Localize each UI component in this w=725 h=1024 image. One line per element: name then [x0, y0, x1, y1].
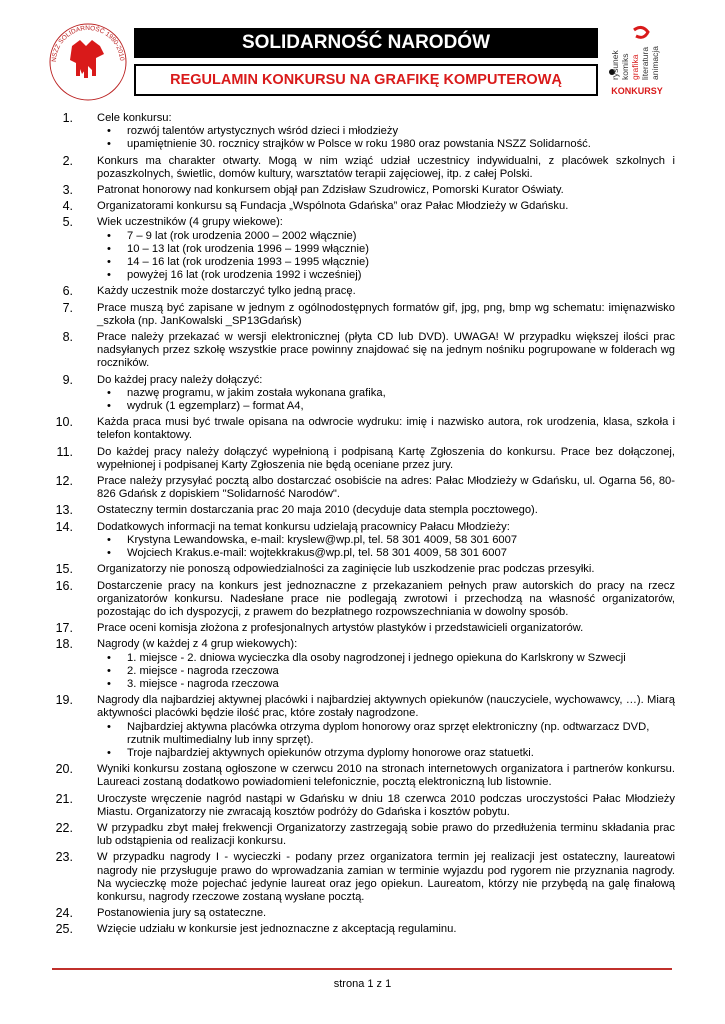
- list-item: [55, 155, 675, 181]
- logo-line-4: literatura: [640, 46, 650, 80]
- item-text: Każda praca musi być trwale opisana na odwrocie wydruku: imię i nazwisko autora, rok urodzenia, klasa, szkoła i telefon kontaktowy.: [97, 416, 675, 442]
- logo-line-1: rysunek: [610, 50, 620, 80]
- list-item: [55, 200, 675, 213]
- item-number: 24.: [55, 906, 73, 921]
- item-text: Organizatorzy nie ponoszą odpowiedzialności za zaginięcie lub uszkodzenie prac podczas przesyłki.: [97, 563, 595, 576]
- bullet-item: • rozwój talentów artystycznych wśród dzieci i młodzieży: [97, 125, 675, 138]
- list-item: [55, 822, 675, 848]
- list-item: [55, 331, 675, 371]
- item-number: 15.: [55, 562, 73, 577]
- list-item: [55, 504, 675, 517]
- list-item: [55, 907, 675, 920]
- bullet-item: • Krystyna Lewandowska, e-mail: kryslew@wp.pl, tel. 58 301 4009, 58 301 6007: [97, 534, 675, 547]
- item-number: 13.: [55, 503, 73, 518]
- item-text: W przypadku zbyt małej frekwencji Organizatorzy zastrzegają sobie prawo do przedłużenia terminu składania prac lub odstąpienia od realizacji konkursu.: [97, 821, 675, 848]
- footer-divider: [52, 968, 672, 970]
- item-text: Dodatkowych informacji na temat konkursu udzielają pracownicy Pałacu Młodzieży:: [97, 520, 510, 533]
- konkursy-logo: [604, 18, 670, 100]
- item-number: 9.: [62, 372, 73, 387]
- bullet-item: • 3. miejsce - nagroda rzeczowa: [97, 678, 675, 691]
- item-text: Dostarczenie pracy na konkurs jest jednoznaczne z przekazaniem pełnych praw autorskich do pracy na rzecz organizatorów konkursu. Nadesłane prace nie podlegają zwrotowi i przechodzą na własność organizatorów, pozostając do ich dyspozycji, z prawem do bezpłatnego rozpowszechniania w dowolny sposób.: [97, 579, 675, 618]
- page-number: strona 1 z 1: [333, 978, 392, 990]
- logo-label: KONKURSY: [611, 86, 663, 96]
- item-text: Postanowienia jury są ostateczne.: [97, 907, 267, 920]
- item-number: 12.: [55, 474, 73, 489]
- item-number: 6.: [62, 284, 73, 299]
- bullet-item: • nazwę programu, w jakim została wykonana grafika,: [97, 387, 675, 400]
- list-item: [55, 638, 675, 691]
- regulation-list: [55, 112, 675, 940]
- item-text: Organizatorami konkursu są Fundacja „Wspólnota Gdańska” oraz Pałac Młodzieży w Gdańsku.: [97, 200, 569, 213]
- list-item: [55, 923, 675, 936]
- item-text: Prace oceni komisja złożona z profesjonalnych artystów plastyków i przedstawicieli organizatorów.: [97, 622, 584, 635]
- logo-line-3: grafika: [630, 54, 640, 80]
- item-number: 18.: [55, 637, 73, 652]
- list-item: [55, 302, 675, 328]
- bullet-item: • 2. miejsce - nagroda rzeczowa: [97, 665, 675, 678]
- list-item: [55, 521, 675, 561]
- item-text: Patronat honorowy nad konkursem objął pan Zdzisław Szudrowicz, Pomorski Kurator Oświaty.: [97, 184, 564, 197]
- list-item: [55, 285, 675, 298]
- item-text: Do każdej pracy należy dołączyć:: [97, 373, 263, 386]
- item-number: 4.: [62, 199, 73, 214]
- item-number: 11.: [56, 444, 73, 459]
- logo-line-2: komiks: [620, 53, 630, 80]
- item-text: Konkurs ma charakter otwarty. Mogą w nim wziąć udział uczestnicy indywidualni, z placówek szkolnych i pozaszkolnych, świetlic, domów kultury, warsztatów terapii zajęciowej, itp. z całej Polski.: [97, 154, 675, 180]
- list-item: [55, 184, 675, 197]
- item-text: Prace muszą być zapisane w jednym z ogólnodostępnych formatów gif, jpg, png, bmp wg schematu: imięnazwisko _szkoła (np. JanKowalski _SP13Gdańsk): [97, 301, 675, 327]
- item-number: 14.: [55, 519, 73, 534]
- page-subtitle: REGULAMIN KONKURSU NA GRAFIKĘ KOMPUTEROWĄ: [134, 64, 598, 96]
- item-number: 25.: [55, 922, 73, 937]
- item-text: Nagrody dla najbardziej aktywnej placówki i najbardziej aktywnych opiekunów (nauczyciele, wychowawcy, …). Miarą aktywności placówki będzie ilość prac, które zostały nagrodzone.: [97, 694, 675, 720]
- item-number: 17.: [55, 621, 73, 636]
- svg-text:NSZZ SOLIDARNOŚĆ 1980-2010: NSZZ SOLIDARNOŚĆ 1980-2010: [50, 24, 126, 63]
- list-item: [55, 416, 675, 442]
- item-text: Cele konkursu:: [97, 112, 172, 124]
- list-item: [55, 446, 675, 472]
- item-text: Nagrody (w każdej z 4 grup wiekowych):: [97, 638, 298, 651]
- bullet-item: • 7 – 9 lat (rok urodzenia 2000 – 2002 włącznie): [97, 230, 675, 243]
- bullet-item: • wydruk (1 egzemplarz) – format A4,: [97, 400, 675, 413]
- item-text: Wyniki konkursu zostaną ogłoszone w czerwcu 2010 na stronach internetowych organizatora i partnerów konkursu. Laureaci zostaną dodatkowo powiadomieni telefonicznie, pocztą elektroniczną lub listownie.: [97, 763, 675, 789]
- item-number: 21.: [55, 791, 73, 806]
- bullet-item: • 14 – 16 lat (rok urodzenia 1993 – 1995 włącznie): [97, 256, 675, 269]
- item-text: Każdy uczestnik może dostarczyć tylko jedną pracę.: [97, 285, 356, 298]
- list-item: [55, 374, 675, 414]
- item-number: 10.: [55, 415, 73, 430]
- item-text: W przypadku nagrody I - wycieczki - podany przez organizatora termin jej realizacji jest ostateczny, laureatowi nagrody nie przysługuje prawo do wprowadzania zamian w terminie wyjazdu pod rygorem nie przyznania nagrody. Na wycieczkę może pojechać jedynie laureat oraz jego opiekun. Laureatom, którzy nie przybędą na galę finałową konkursu, nagrody rzeczowe zostaną wysłane pocztą.: [97, 851, 675, 903]
- page-title: SOLIDARNOŚĆ NARODÓW: [134, 28, 598, 58]
- item-text: Wiek uczestników (4 grupy wiekowe):: [97, 216, 283, 229]
- bullet-item: • 1. miejsce - 2. dniowa wycieczka dla osoby nagrodzonej i jednego opiekuna do Karlskrony w Szwecji: [97, 652, 675, 665]
- bullet-item: • Najbardziej aktywna placówka otrzyma dyplom honorowy oraz sprzęt elektroniczny (np. odtwarzacz DVD, rzutnik multimedialny lub inny sprzęt).: [97, 721, 675, 747]
- item-number: 19.: [55, 693, 73, 708]
- item-number: 1.: [62, 111, 73, 125]
- item-number: 23.: [55, 850, 73, 865]
- logo-line-5: animacja: [650, 45, 660, 80]
- list-item: [55, 763, 675, 789]
- item-number: 8.: [62, 330, 73, 345]
- item-number: 7.: [62, 300, 73, 315]
- item-number: 20.: [55, 762, 73, 777]
- item-number: 2.: [62, 153, 73, 168]
- item-text: Prace należy przysyłać pocztą albo dostarczać osobiście na adres: Pałac Młodzieży w Gdańsku, ul. Ogarna 56, 80-826 Gdańsk z dopiskiem "Solidarność Narodów".: [97, 475, 675, 501]
- item-text: Do każdej pracy należy dołączyć wypełnioną i podpisaną Kartę Zgłoszenia do konkursu. Prace bez dołączonej, wypełnionej i podpisanej Karty Zgłoszenia nie będą oceniane przez jury.: [97, 445, 675, 471]
- bullet-item: • 10 – 13 lat (rok urodzenia 1996 – 1999 włącznie): [97, 243, 675, 256]
- item-text: Ostateczny termin dostarczania prac 20 maja 2010 (decyduje data stempla pocztowego).: [97, 504, 538, 517]
- bullet-item: • Troje najbardziej aktywnych opiekunów otrzyma dyplomy honorowe oraz statuetki.: [97, 747, 675, 760]
- item-text: Uroczyste wręczenie nagród nastąpi w Gdańsku w dniu 18 czerwca 2010 podczas uroczystości Pałac Młodzieży Miastu. Organizatorzy nie zwracają kosztów podróży do Gdańska i kosztów pobytu.: [97, 792, 675, 818]
- item-number: 16.: [55, 578, 73, 593]
- list-item: [55, 793, 675, 819]
- solidarnosc-logo: [46, 20, 130, 104]
- item-number: 5.: [62, 215, 73, 230]
- bullet-item: • Wojciech Krakus.e-mail: wojtekkrakus@wp.pl, tel. 58 301 4009, 58 301 6007: [97, 547, 675, 560]
- item-text: Prace należy przekazać w wersji elektronicznej (płyta CD lub DVD). UWAGA! W przypadku większej ilości prac nadsyłanych przez szkołę wszystkie prace powinny znajdować się na jednym nośniku pogrupowane w folderach wg roczników.: [97, 331, 675, 370]
- list-item: [55, 216, 675, 282]
- item-number: 3.: [62, 183, 73, 198]
- list-item: [55, 112, 675, 152]
- list-item: [55, 622, 675, 635]
- list-item: [55, 851, 675, 904]
- list-item: [55, 563, 675, 576]
- bullet-item: • upamiętnienie 30. rocznicy strajków w Polsce w roku 1980 oraz powstania NSZZ Solidarność.: [97, 138, 675, 151]
- item-text: Wzięcie udziału w konkursie jest jednoznaczne z akceptacją regulaminu.: [97, 923, 457, 936]
- list-item: [55, 580, 675, 620]
- item-number: 22.: [55, 820, 73, 835]
- bullet-item: • powyżej 16 lat (rok urodzenia 1992 i wcześniej): [97, 269, 675, 282]
- list-item: [55, 475, 675, 501]
- list-item: [55, 694, 675, 760]
